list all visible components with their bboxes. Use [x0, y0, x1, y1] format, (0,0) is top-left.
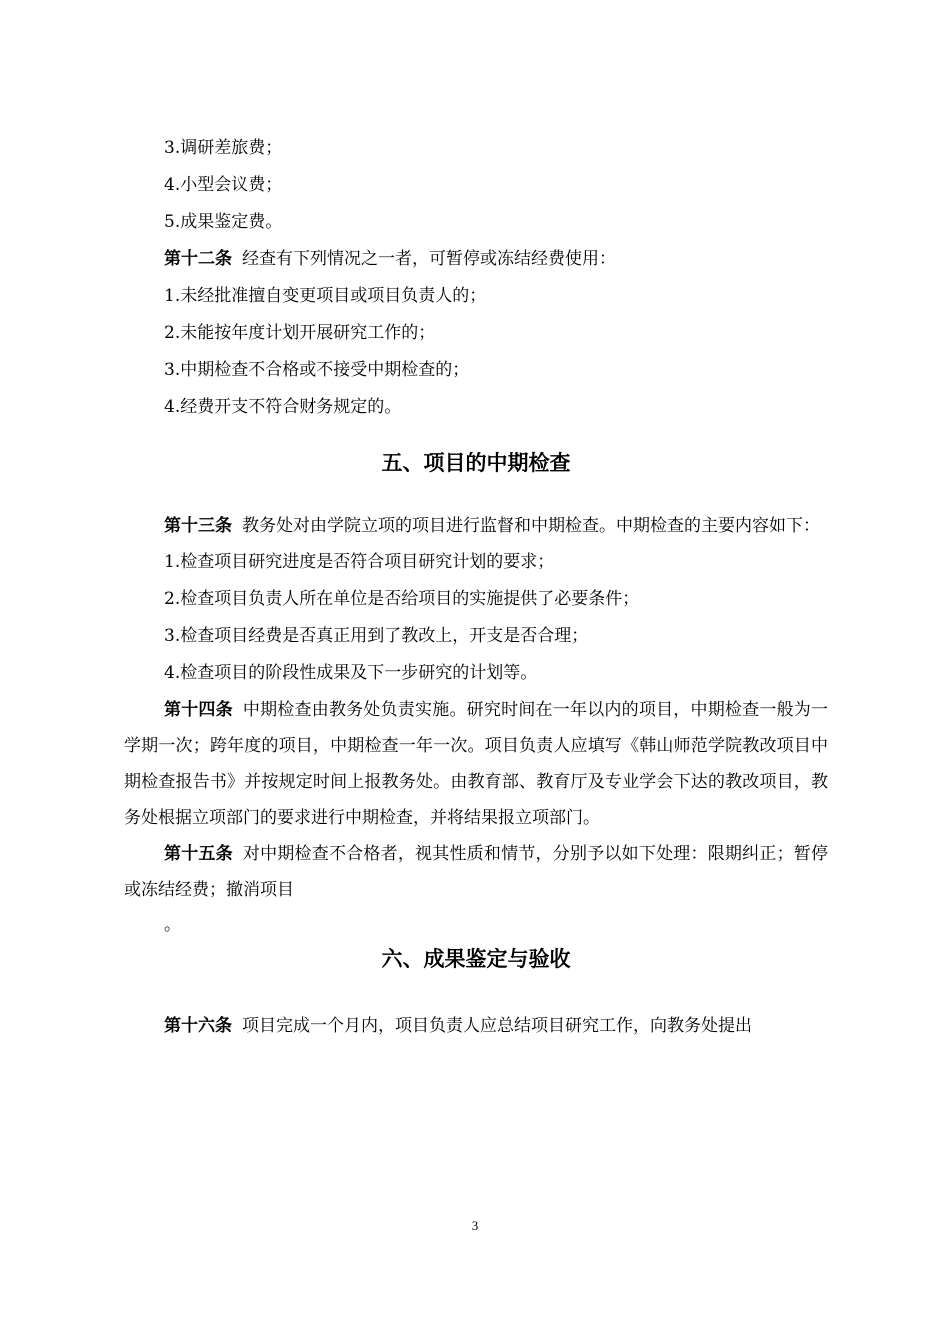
article-16 [124, 1008, 828, 1045]
list-item: 3.中期检查不合格或不接受中期检查的； [164, 360, 470, 380]
article-label: 第十二条 [164, 249, 232, 269]
article-label: 第十五条 [164, 844, 233, 864]
list-item: 3.调研差旅费； [164, 138, 283, 158]
list-item: 1.检查项目研究进度是否符合项目研究计划的要求； [164, 552, 555, 572]
list-item: 5.成果鉴定费。 [164, 212, 283, 232]
list-item: 4.小型会议费； [164, 175, 283, 195]
list-item: 2.检查项目负责人所在单位是否给项目的实施提供了必要条件； [164, 589, 640, 609]
list-item: 2.未能按年度计划开展研究工作的； [164, 323, 436, 343]
article-label: 第十三条 [164, 516, 232, 536]
article-text: 项目完成一个月内，项目负责人应总结项目研究工作，向教务处提出 [242, 1016, 752, 1036]
section-heading-6: 六、成果鉴定与验收 [381, 947, 571, 971]
list-item: 1.未经批准擅自变更项目或项目负责人的； [164, 286, 487, 306]
article-text: 中期检查由教务处负责实施。研究时间在一年以内的项目，中期检查一般为一学期一次；跨年度的项目，中期检查一年一次。项目负责人应填写《韩山师范学院教改项目中期检查报告书》并按规定时间上报教务处。由教育部、教育厅及专业学会下达的教改项目，教务处根据立项部门的要求进行中期检查，并将结果报立项部门。 [124, 700, 829, 828]
stray-punctuation: 。 [164, 915, 181, 935]
section-heading-5: 五、项目的中期检查 [381, 451, 571, 475]
article-13 [124, 508, 828, 544]
page-number: 3 [471, 1218, 479, 1233]
article-text: 教务处对由学院立项的项目进行监督和中期检查。中期检查的主要内容如下： [242, 516, 820, 536]
list-item: 3.检查项目经费是否真正用到了教改上，开支是否合理； [164, 626, 589, 646]
article-text: 经查有下列情况之一者，可暂停或冻结经费使用： [242, 249, 616, 269]
article-text: 对中期检查不合格者，视其性质和情节，分别予以如下处理：限期纠正；暂停或冻结经费；撤消项目 [124, 844, 829, 900]
article-label: 第十四条 [164, 700, 233, 720]
list-item: 4.检查项目的阶段性成果及下一步研究的计划等。 [164, 663, 538, 683]
document-body [124, 130, 828, 1045]
list-item: 4.经费开支不符合财务规定的。 [164, 397, 402, 417]
article-label: 第十六条 [164, 1016, 232, 1036]
article-14 [124, 692, 828, 836]
article-12 [124, 241, 828, 278]
article-15 [124, 836, 828, 908]
